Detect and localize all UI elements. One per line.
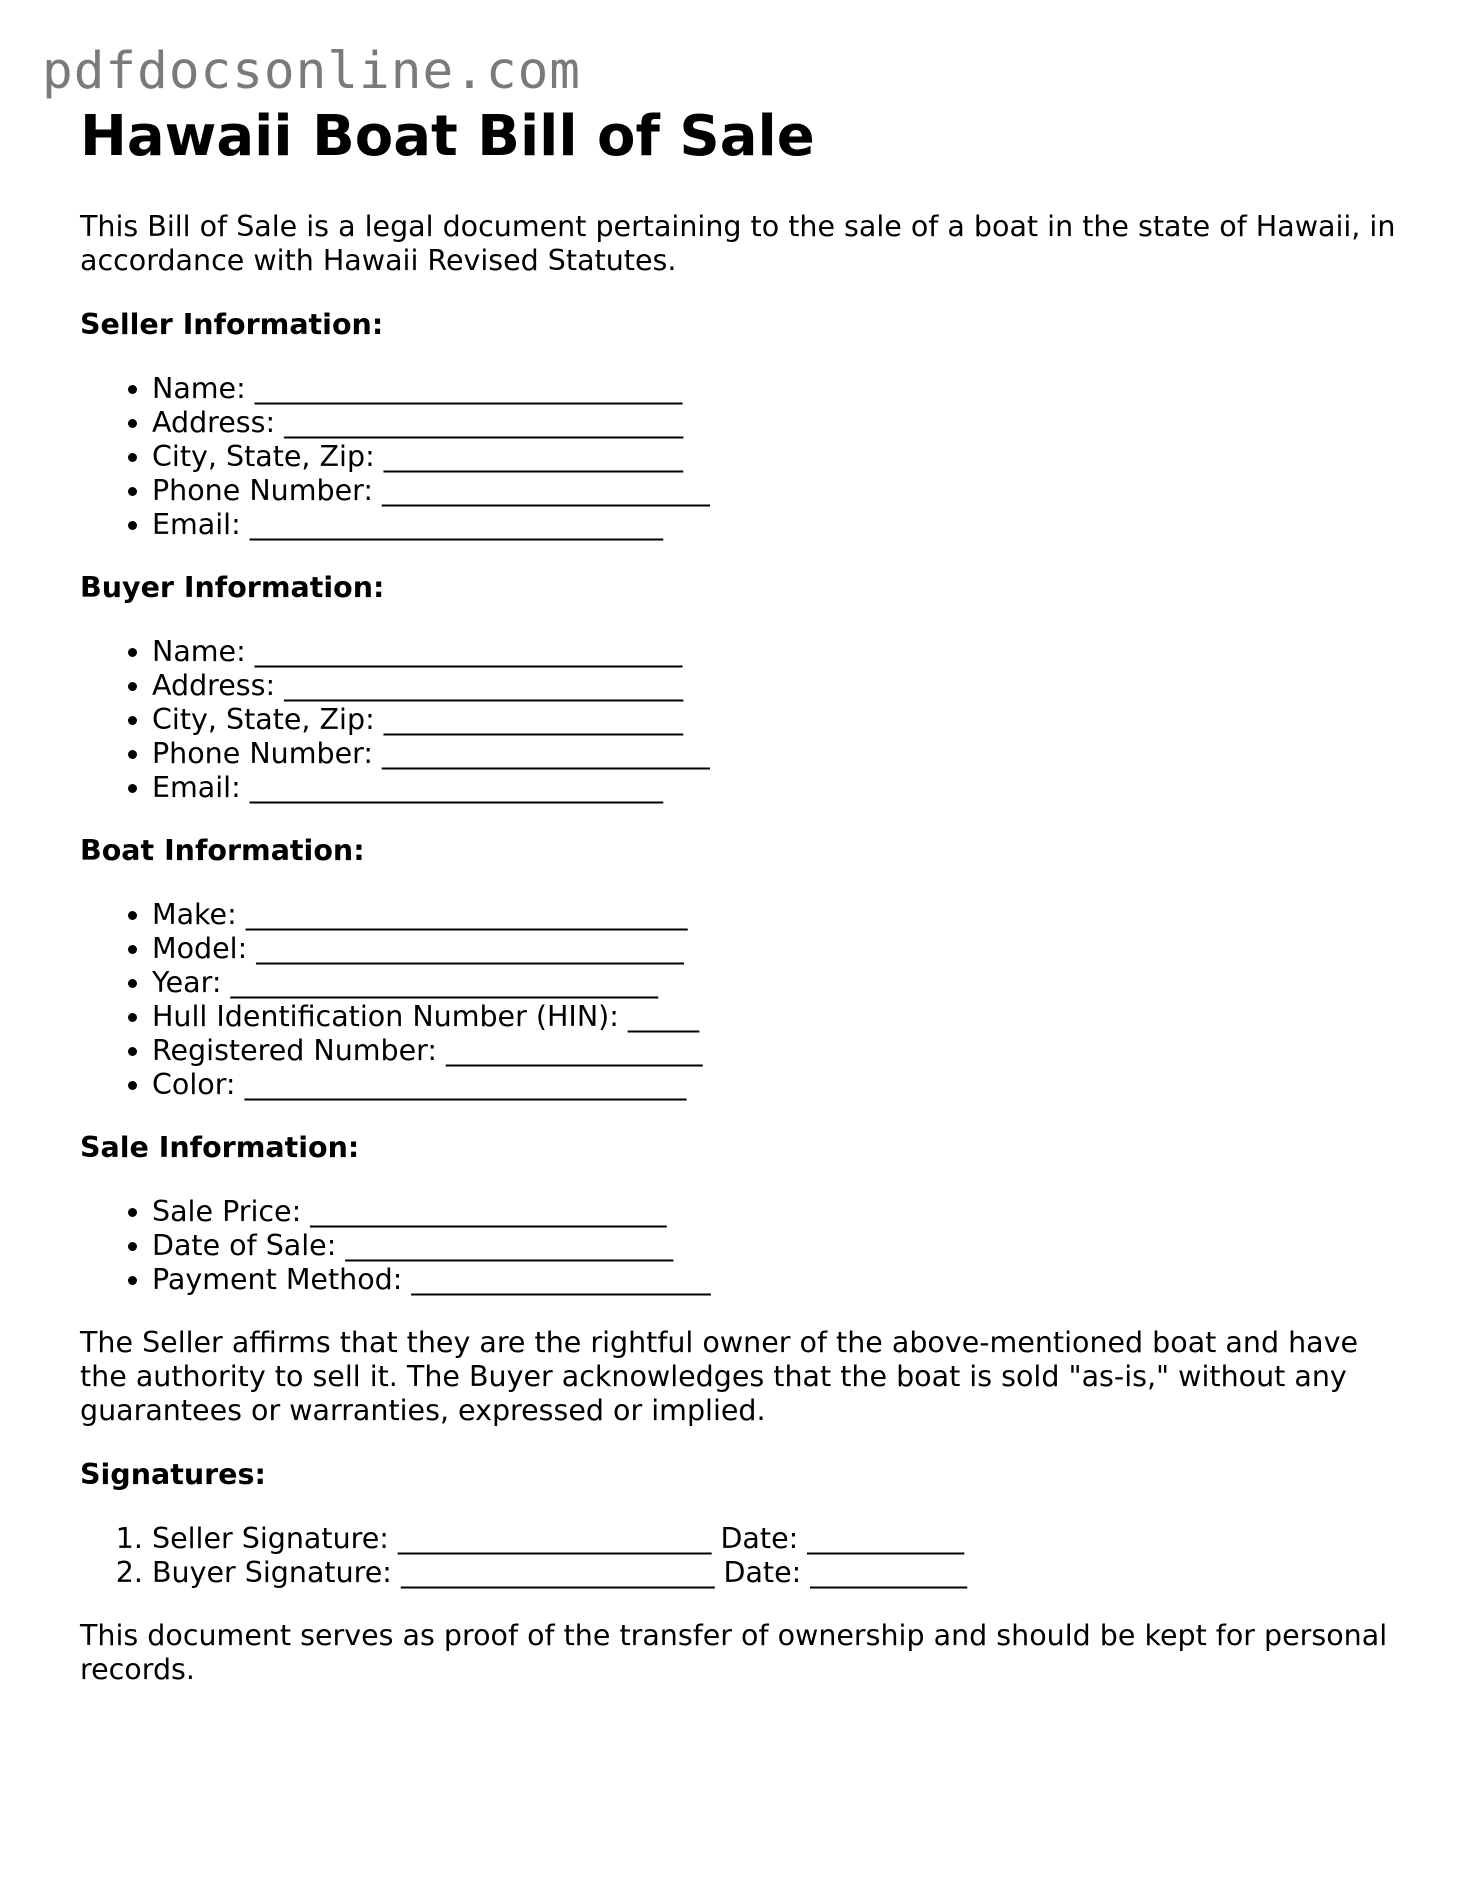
boat-heading: Boat Information: [80, 834, 365, 867]
seller-field-list [80, 372, 1400, 542]
buyer-signature-line: 2. Buyer Signature: ______________________ Date: ___________ [152, 1556, 1400, 1590]
buyer-name-field: • Name: ______________________________ [152, 635, 1400, 669]
seller-heading: Seller Information: [80, 308, 384, 341]
boat-hin-field: • Hull Identification Number (HIN): _____ [152, 1000, 1400, 1034]
boat-year-field: • Year: ______________________________ [152, 966, 1400, 1000]
buyer-phone-field: • Phone Number: _______________________ [152, 737, 1400, 771]
seller-signature-line: 1. Seller Signature: ______________________ Date: ___________ [152, 1522, 1400, 1556]
seller-phone-field: • Phone Number: _______________________ [152, 474, 1400, 508]
boat-model-field: • Model: ______________________________ [152, 932, 1400, 966]
document-title: Hawaii Boat Bill of Sale [80, 104, 815, 169]
boat-field-list [80, 898, 1400, 1102]
seller-name-field: • Name: ______________________________ [152, 372, 1400, 406]
payment-method-field: • Payment Method: _____________________ [152, 1263, 1400, 1297]
buyer-address-field: • Address: ____________________________ [152, 669, 1400, 703]
boat-make-field: • Make: _______________________________ [152, 898, 1400, 932]
seller-city-state-zip-field: • City, State, Zip: _____________________ [152, 440, 1400, 474]
boat-registered-number-field: • Registered Number: __________________ [152, 1034, 1400, 1068]
signature-list [80, 1522, 1400, 1590]
buyer-city-state-zip-field: • City, State, Zip: _____________________ [152, 703, 1400, 737]
intro-paragraph: This Bill of Sale is a legal document pertaining to the sale of a boat in the state of Hawaii, in accordance with Hawaii Revised Statutes. [80, 210, 1396, 277]
boat-color-field: • Color: _______________________________ [152, 1068, 1400, 1102]
sale-date-field: • Date of Sale: _______________________ [152, 1229, 1400, 1263]
buyer-heading: Buyer Information: [80, 571, 385, 604]
buyer-email-field: • Email: _____________________________ [152, 771, 1400, 805]
signatures-heading: Signatures: [80, 1458, 266, 1491]
seller-address-field: • Address: ____________________________ [152, 406, 1400, 440]
buyer-field-list [80, 635, 1400, 805]
watermark: pdfdocsonline.com [42, 42, 581, 101]
affirmation-paragraph: The Seller affirms that they are the rightful owner of the above-mentioned boat and have the authority to sell it. The Buyer acknowledges that the boat is sold "as-is," without any guarantees or warranties, expressed or implied. [80, 1326, 1359, 1427]
sale-heading: Sale Information: [80, 1131, 360, 1164]
document-body [80, 210, 1400, 1717]
closing-paragraph: This document serves as proof of the transfer of ownership and should be kept for personal records. [80, 1619, 1388, 1686]
seller-email-field: • Email: _____________________________ [152, 508, 1400, 542]
sale-field-list [80, 1195, 1400, 1297]
sale-price-field: • Sale Price: _________________________ [152, 1195, 1400, 1229]
